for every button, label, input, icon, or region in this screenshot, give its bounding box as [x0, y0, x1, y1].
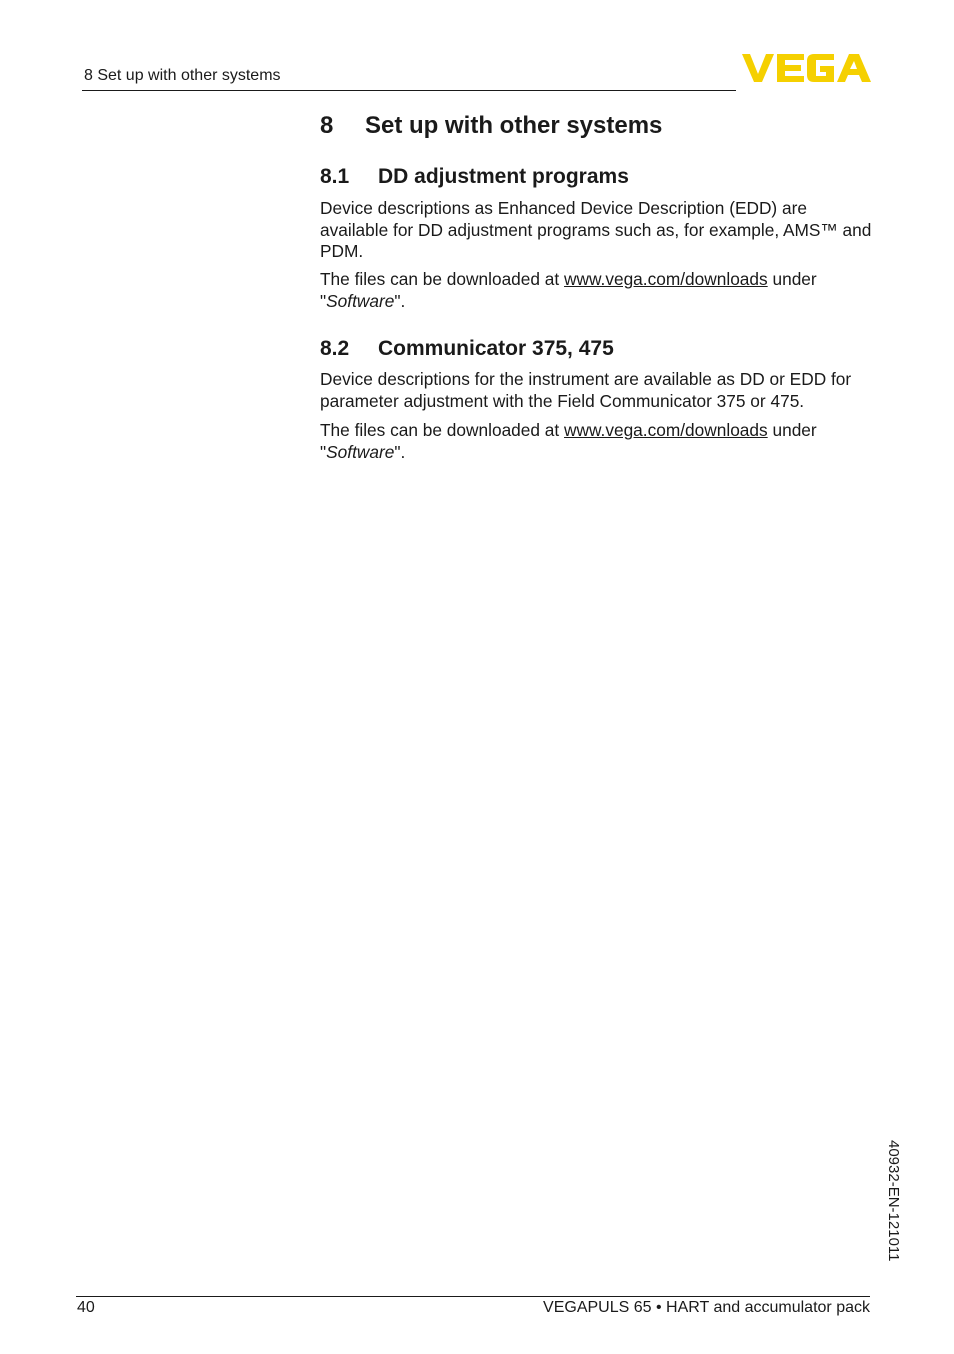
- downloads-link[interactable]: www.vega.com/downloads: [564, 269, 768, 289]
- downloads-link[interactable]: www.vega.com/downloads: [564, 420, 768, 440]
- section-title: DD adjustment programs: [378, 165, 629, 188]
- section-number: 8.1: [320, 165, 350, 188]
- logo-letter-g: [807, 54, 834, 82]
- document-code: 40932-EN-121011: [885, 1140, 902, 1262]
- page-number: 40: [77, 1299, 95, 1316]
- paragraph: Device descriptions as Enhanced Device Description (EDD) are available for DD adjustment programs such as, for example, AMS™ and PDM.: [320, 198, 872, 262]
- paragraph-download: [320, 269, 875, 312]
- text: under ": [320, 420, 817, 462]
- header-divider: [82, 90, 736, 91]
- section-heading-8-1: [320, 165, 629, 189]
- logo-letter-e: [777, 54, 804, 82]
- text: The files can be downloaded at: [320, 269, 565, 289]
- footer-divider: [76, 1296, 870, 1297]
- software-emphasis: Software: [326, 441, 395, 462]
- text: The files can be downloaded at: [320, 420, 565, 440]
- chapter-number: 8: [320, 112, 334, 139]
- section-title: Communicator 375, 475: [378, 337, 614, 360]
- logo-letter-v: [742, 54, 774, 82]
- footer-product-title: VEGAPULS 65 • HART and accumulator pack: [543, 1299, 870, 1316]
- software-emphasis: Software: [326, 290, 395, 311]
- text: under ": [320, 269, 817, 311]
- paragraph-download: [320, 420, 875, 463]
- vega-logo: [742, 52, 872, 84]
- chapter-heading: [320, 112, 662, 140]
- chapter-title: Set up with other systems: [365, 112, 663, 139]
- running-header: 8 Set up with other systems: [84, 67, 281, 84]
- paragraph: Device descriptions for the instrument are available as DD or EDD for parameter adjustment with the Field Communicator 375 or 475.: [320, 369, 852, 411]
- section-heading-8-2: [320, 337, 614, 361]
- text: ".: [394, 290, 406, 311]
- section-number: 8.2: [320, 337, 350, 360]
- text: ".: [394, 441, 406, 462]
